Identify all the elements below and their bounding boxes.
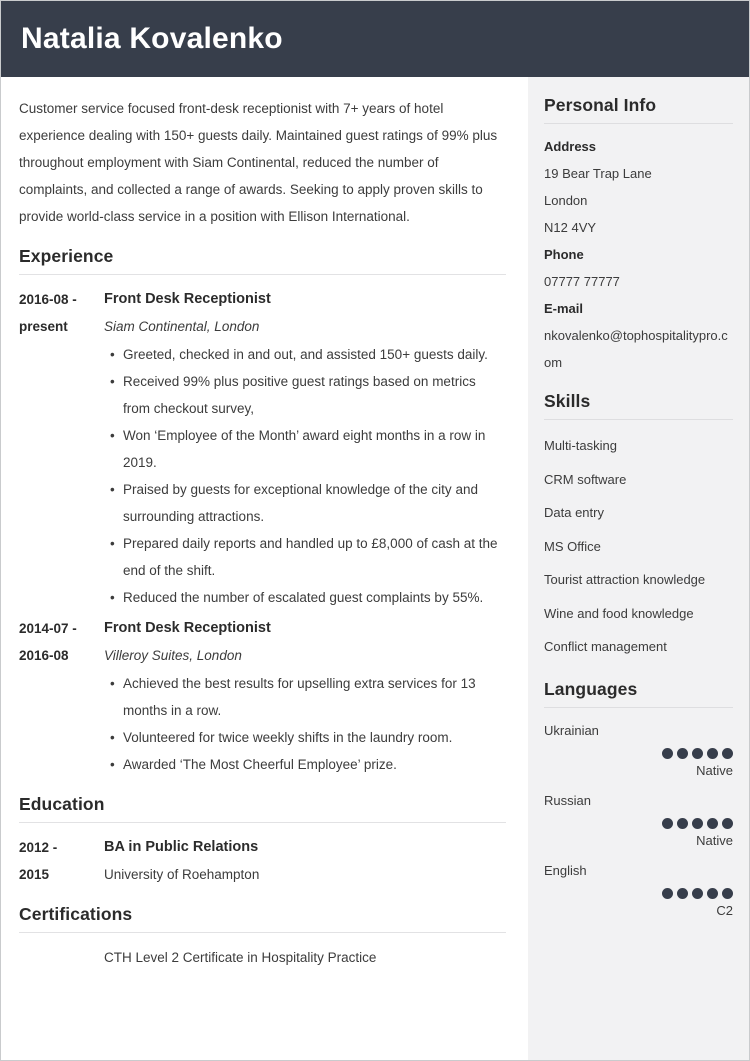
sidebar-title-languages: Languages — [544, 678, 638, 699]
rating-dot-icon — [662, 818, 673, 829]
entry-date-from: 2014-07 - — [19, 621, 77, 636]
skill-item: Tourist attraction knowledge — [544, 572, 706, 587]
personal-info-field-list — [544, 133, 733, 376]
sidebar-section-skills — [544, 391, 733, 664]
entry-details — [104, 834, 506, 888]
field-value: London — [544, 193, 588, 208]
resume-body — [1, 77, 749, 1060]
entry-bullet: • Achieved the best results for upselling extra services for 13 months in a row. — [110, 670, 506, 724]
entry-date-range — [19, 286, 104, 611]
entry-bullet: • Prepared daily reports and handled up to £8,000 of cash at the end of the shift. — [110, 530, 506, 584]
language-rating — [544, 818, 733, 829]
section-title-certifications: Certifications — [19, 904, 133, 924]
entry-degree: BA in Public Relations — [104, 839, 259, 855]
section-experience — [19, 246, 506, 778]
field-label: Phone — [544, 247, 584, 262]
entry-details — [104, 615, 506, 778]
field-value: nkovalenko@tophospitalitypro.com — [544, 328, 728, 370]
rating-dot-icon — [692, 818, 703, 829]
language-level: C2 — [716, 902, 733, 918]
skills-list — [544, 429, 733, 664]
language-name: Russian — [544, 792, 591, 808]
entry-bullet: • Awarded ‘The Most Cheerful Employee’ prize. — [110, 751, 506, 778]
sidebar-title-skills: Skills — [544, 391, 591, 411]
sidebar-divider — [544, 123, 733, 124]
personal-info-field — [544, 295, 733, 376]
sidebar-title-personal-info: Personal Info — [544, 95, 657, 115]
section-title-experience: Experience — [19, 246, 114, 266]
language-item — [544, 787, 733, 853]
sidebar-section-languages — [544, 679, 733, 923]
skill-item: CRM software — [544, 471, 627, 487]
language-rating — [544, 888, 733, 899]
resume-header — [1, 1, 749, 77]
field-label: E-mail — [544, 301, 584, 316]
personal-info-field — [544, 133, 733, 241]
section-title-education: Education — [19, 794, 105, 814]
rating-dot-icon — [722, 818, 733, 829]
certification-name: CTH Level 2 Certificate in Hospitality Practice — [104, 950, 377, 965]
entry-employer: Villeroy Suites, London — [104, 648, 242, 663]
education-entry — [19, 834, 506, 888]
language-rating — [544, 748, 733, 759]
entry-bullet-list — [104, 341, 506, 611]
entry-job-title: Front Desk Receptionist — [104, 620, 271, 636]
professional-summary: Customer service focused front-desk receptionist with 7+ years of hotel experience dealing with 150+ guests daily. Maintained guest ratings of 99% plus throughout employment with Siam Continental, reduced the number of complaints, and collected a range of awards. Seeking to apply proven skills to provide world-class service in a position with Ellison International. — [19, 101, 498, 224]
experience-entry — [19, 286, 506, 611]
certification-entry — [19, 944, 506, 971]
skill-item: MS Office — [544, 538, 601, 554]
section-divider — [19, 274, 506, 275]
rating-dot-icon — [662, 888, 673, 899]
entry-bullet-list — [104, 670, 506, 778]
language-item — [544, 857, 733, 923]
entry-bullet: • Received 99% plus positive guest ratings based on metrics from checkout survey, — [110, 368, 506, 422]
entry-date-from: 2012 - — [19, 840, 58, 855]
experience-entry-list — [19, 286, 506, 778]
rating-dot-icon — [707, 888, 718, 899]
entry-date-from: 2016-08 - — [19, 292, 77, 307]
entry-date-to: 2015 — [19, 867, 50, 882]
rating-dot-icon — [692, 748, 703, 759]
rating-dot-icon — [662, 748, 673, 759]
language-level: Native — [696, 832, 733, 848]
field-value: 07777 77777 — [544, 274, 620, 289]
field-label: Address — [544, 139, 597, 154]
entry-bullet: • Praised by guests for exceptional knowledge of the city and surrounding attractions. — [110, 476, 506, 530]
experience-entry — [19, 615, 506, 778]
field-value: N12 4VY — [544, 220, 597, 235]
rating-dot-icon — [722, 748, 733, 759]
main-column — [1, 77, 528, 1060]
entry-job-title: Front Desk Receptionist — [104, 291, 271, 307]
language-item — [544, 717, 733, 783]
certification-entry-list — [19, 944, 506, 971]
section-certifications — [19, 904, 506, 971]
rating-dot-icon — [707, 818, 718, 829]
rating-dot-icon — [677, 888, 688, 899]
rating-dot-icon — [677, 818, 688, 829]
entry-bullet: • Won ‘Employee of the Month’ award eight months in a row in 2019. — [110, 422, 506, 476]
sidebar-section-personal-info — [544, 95, 733, 376]
language-name: English — [544, 862, 587, 878]
education-entry-list — [19, 834, 506, 888]
personal-info-field — [544, 241, 733, 295]
page-title: Natalia Kovalenko — [21, 22, 283, 55]
sidebar-column — [528, 77, 749, 1060]
skill-item: Conflict management — [544, 639, 667, 654]
languages-list — [544, 717, 733, 923]
entry-bullet: • Volunteered for twice weekly shifts in the laundry room. — [110, 724, 506, 751]
entry-date-range — [19, 834, 104, 888]
entry-date-to: present — [19, 319, 68, 334]
entry-date-range — [19, 615, 104, 778]
skill-item: Wine and food knowledge — [544, 605, 694, 621]
skill-item: Multi-tasking — [544, 438, 617, 453]
section-divider — [19, 932, 506, 933]
entry-date-to: 2016-08 — [19, 648, 69, 663]
section-education — [19, 794, 506, 888]
sidebar-divider — [544, 707, 733, 708]
entry-bullet: • Reduced the number of escalated guest complaints by 55%. — [110, 584, 506, 611]
rating-dot-icon — [692, 888, 703, 899]
rating-dot-icon — [722, 888, 733, 899]
language-name: Ukrainian — [544, 722, 599, 738]
entry-employer: Siam Continental, London — [104, 319, 260, 334]
entry-bullet: • Greeted, checked in and out, and assisted 150+ guests daily. — [110, 341, 506, 368]
entry-institution: University of Roehampton — [104, 867, 260, 882]
entry-details — [104, 286, 506, 611]
section-divider — [19, 822, 506, 823]
rating-dot-icon — [677, 748, 688, 759]
field-value: 19 Bear Trap Lane — [544, 166, 652, 181]
certification-spacer — [19, 944, 104, 971]
rating-dot-icon — [707, 748, 718, 759]
language-level: Native — [696, 762, 733, 778]
sidebar-divider — [544, 419, 733, 420]
skill-item: Data entry — [544, 505, 604, 520]
